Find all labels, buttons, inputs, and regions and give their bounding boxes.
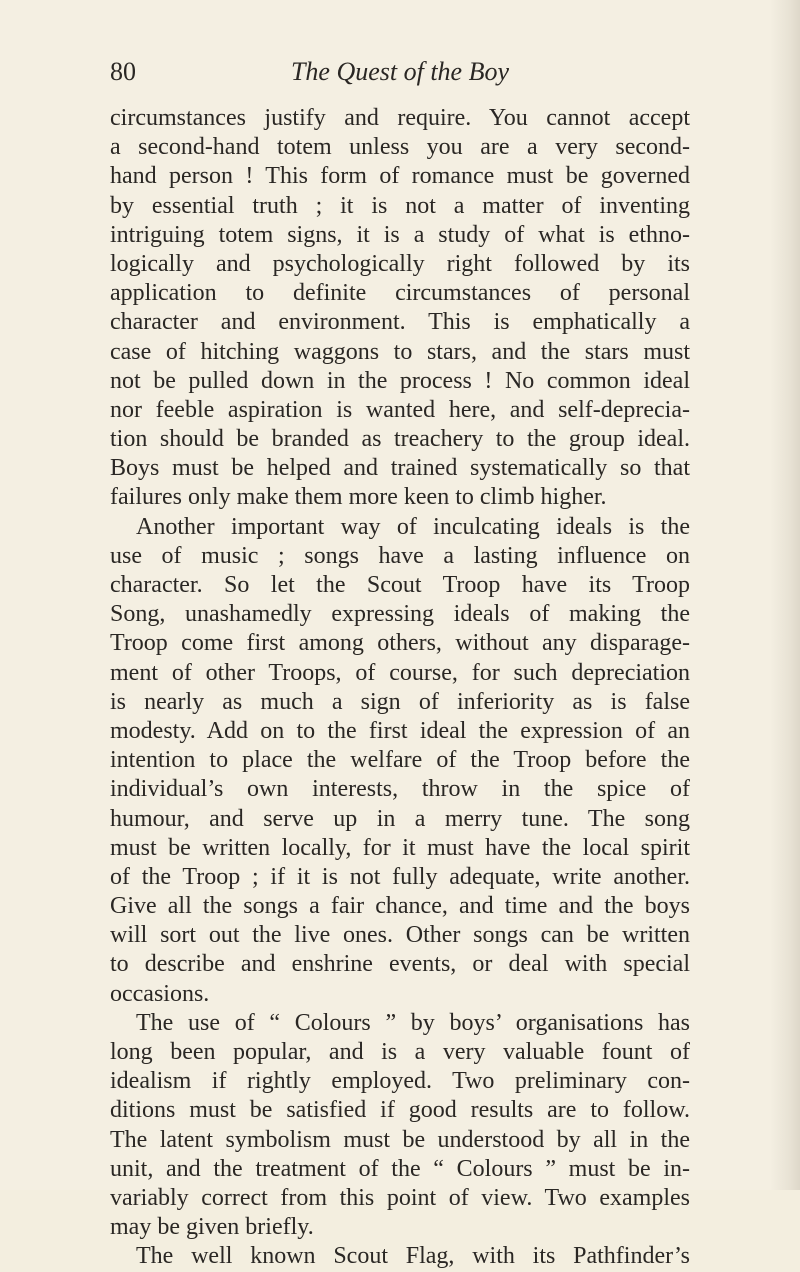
text-line: by essential truth ; it is not a matter of inventing — [110, 192, 690, 219]
text-line: character and environment. This is emphatically a — [110, 309, 690, 336]
text-line: Troop come first among others, without any disparage- — [110, 630, 690, 657]
text-line: Give all the songs a fair chance, and time and the boys — [110, 893, 690, 920]
text-line: modesty. Add on to the first ideal the expression of an — [110, 717, 690, 744]
text-line: Another important way of inculcating ideals is the — [136, 513, 690, 540]
text-line: intriguing totem signs, it is a study of what is ethno- — [110, 221, 690, 248]
text-line: case of hitching waggons to stars, and the stars must — [110, 338, 690, 365]
text-line: may be given briefly. — [110, 1214, 314, 1241]
text-line: tion should be branded as treachery to the group ideal. — [110, 426, 690, 453]
running-title: The Quest of the Boy — [290, 57, 510, 86]
text-line: The use of “ Colours ” by boys’ organisations has — [136, 1009, 690, 1036]
page-header — [110, 52, 690, 92]
text-line: variably correct from this point of view. Two examples — [110, 1184, 690, 1211]
body-text — [110, 104, 690, 1272]
text-line: nor feeble aspiration is wanted here, and self-deprecia- — [110, 396, 690, 423]
text-line: circumstances justify and require. You cannot accept — [110, 105, 690, 131]
text-line: character. So let the Scout Troop have its Troop — [110, 572, 690, 598]
text-line: of the Troop ; if it is not fully adequate, write another. — [110, 863, 690, 890]
text-line: not be pulled down in the process ! No common ideal — [110, 367, 690, 394]
text-line: idealism if rightly employed. Two preliminary con- — [110, 1068, 690, 1095]
text-line: humour, and serve up in a merry tune. The song — [110, 805, 690, 832]
text-line: long been popular, and is a very valuable fount of — [110, 1039, 690, 1065]
text-line: failures only make them more keen to climb higher. — [110, 484, 607, 511]
text-line: hand person ! This form of romance must be governed — [110, 163, 690, 190]
text-line: individual’s own interests, throw in the spice of — [110, 776, 690, 803]
text-line: logically and psychologically right followed by its — [110, 250, 690, 277]
text-line: Song, unashamedly expressing ideals of making the — [110, 601, 690, 628]
text-line: to describe and enshrine events, or deal with special — [110, 951, 690, 978]
text-line: ditions must be satisfied if good results are to follow. — [110, 1097, 690, 1124]
text-line: must be written locally, for it must have the local spirit — [110, 834, 690, 861]
text-line: Boys must be helped and trained systematically so that — [110, 455, 690, 482]
text-line: occasions. — [110, 980, 210, 1007]
text-line: use of music ; songs have a lasting influence on — [110, 542, 690, 569]
text-line: a second-hand totem unless you are a very second- — [110, 134, 690, 161]
text-line: The latent symbolism must be understood by all in the — [110, 1126, 690, 1153]
text-line: will sort out the live ones. Other songs can be written — [110, 922, 690, 949]
text-line: intention to place the welfare of the Troop before the — [110, 747, 690, 774]
text-line: is nearly as much a sign of inferiority as is false — [110, 688, 690, 715]
text-line: application to definite circumstances of personal — [110, 280, 690, 307]
text-line: The well known Scout Flag, with its Pathfinder’s — [136, 1243, 690, 1270]
text-line: ment of other Troops, of course, for such depreciation — [110, 659, 690, 686]
page-number: 80 — [110, 57, 136, 86]
text-line: unit, and the treatment of the “ Colours ” must be in- — [110, 1155, 690, 1182]
